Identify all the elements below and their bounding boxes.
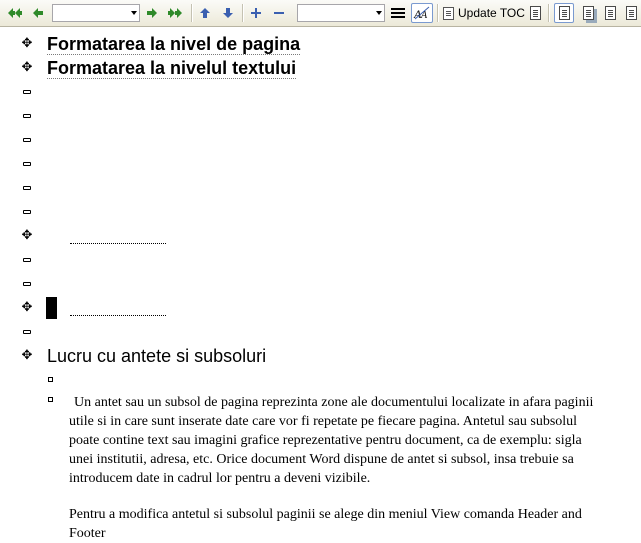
create-subdocument-button[interactable] — [601, 3, 619, 23]
heading-antete-subsoluri[interactable] — [47, 345, 266, 367]
plus-icon — [251, 8, 261, 18]
body-paragraph[interactable]: Un antet sau un subsol de pagina reprezinta zone ale documentului localizate in afara paginii utile si in care sunt inserate date care vor fi repetate pe fiecare pagina. Antetul sau subsolul poate contine text sau imagini grafice reprezentative pentru document, ca de exemplu: sigla unei institutii, adresa, etc. Orice document Word dispune de antet si subsol, insa trebuie sa introducem date in cadrul lor pentru a deveni vizibile. — [69, 395, 594, 486]
expand-button[interactable] — [246, 3, 266, 23]
collapse-button[interactable] — [269, 3, 289, 23]
outline-document-area[interactable] — [0, 27, 641, 541]
arrow-down-icon — [223, 7, 233, 19]
demote-button[interactable] — [142, 3, 162, 23]
expand-symbol-icon[interactable]: ✥ — [21, 60, 33, 75]
expand-symbol-icon[interactable]: ✥ — [21, 300, 33, 315]
outline-level-select[interactable] — [52, 4, 140, 22]
arrow-up-icon — [200, 7, 210, 19]
empty-heading-minus-icon[interactable] — [23, 186, 31, 190]
insert-subdocument-icon — [626, 6, 637, 20]
empty-heading-minus-icon[interactable] — [23, 90, 31, 94]
show-first-line-only-button[interactable] — [388, 3, 408, 23]
empty-heading-minus-icon[interactable] — [23, 138, 31, 142]
master-document-view-button[interactable] — [554, 3, 574, 23]
chevron-down-icon — [131, 11, 137, 15]
create-subdocument-icon — [605, 6, 616, 20]
collapsed-content-indicator — [70, 243, 166, 244]
outlining-toolbar — [0, 0, 641, 27]
heading-text: Lucru cu antete si subsoluri — [47, 346, 267, 366]
collapse-subdocuments-button[interactable] — [578, 3, 598, 23]
empty-heading-minus-icon[interactable] — [23, 258, 31, 262]
toolbar-separator — [437, 4, 439, 22]
toolbar-separator — [191, 4, 193, 22]
toolbar-separator — [548, 4, 550, 22]
text-cursor — [46, 297, 57, 319]
heading-text: Formatarea la nivelul textului — [47, 58, 297, 78]
arrow-right-icon — [146, 7, 158, 19]
promote-to-heading1-button[interactable] — [4, 3, 24, 23]
move-up-button[interactable] — [195, 3, 215, 23]
go-to-toc-button[interactable] — [526, 3, 544, 23]
chevron-down-icon — [376, 11, 382, 15]
show-level-select[interactable] — [297, 4, 385, 22]
show-formatting-button[interactable] — [411, 3, 433, 23]
move-down-button[interactable] — [218, 3, 238, 23]
lines-icon — [391, 8, 405, 18]
empty-heading-minus-icon[interactable] — [23, 210, 31, 214]
update-toc-label: Update TOC — [458, 6, 525, 20]
toc-page-icon — [530, 6, 541, 20]
body-text-bullet-icon[interactable] — [48, 377, 53, 382]
minus-icon — [274, 8, 284, 18]
empty-heading-minus-icon[interactable] — [23, 114, 31, 118]
double-arrow-left-icon — [6, 7, 22, 19]
heading-formatare-pagina[interactable] — [47, 33, 300, 55]
expand-symbol-icon[interactable]: ✥ — [21, 36, 33, 51]
master-document-icon — [559, 6, 570, 20]
body-text-bullet-icon[interactable] — [48, 397, 53, 402]
toolbar-separator — [242, 4, 244, 22]
update-toc-button[interactable] — [443, 3, 525, 23]
insert-subdocument-button[interactable] — [622, 3, 640, 23]
partial-line-text: Pentru a modifica antetul si subsolul paginii se alege din meniul View comanda Header and Footer — [69, 507, 582, 541]
expand-symbol-icon[interactable]: ✥ — [21, 348, 33, 363]
svg-text:A: A — [421, 10, 428, 21]
demote-to-body-button[interactable] — [165, 3, 187, 23]
collapsed-content-indicator — [70, 315, 166, 316]
double-arrow-right-icon — [168, 7, 184, 19]
empty-heading-minus-icon[interactable] — [23, 282, 31, 286]
promote-button[interactable] — [28, 3, 48, 23]
subdocuments-icon — [583, 6, 594, 20]
arrow-left-icon — [32, 7, 44, 19]
format-aa-icon — [414, 6, 430, 20]
expand-symbol-icon[interactable]: ✥ — [21, 228, 33, 243]
empty-heading-minus-icon[interactable] — [23, 162, 31, 166]
heading-formatare-text[interactable] — [47, 57, 296, 79]
svg-text:A: A — [414, 7, 422, 21]
body-paragraph-partial[interactable] — [69, 505, 609, 541]
heading-text: Formatarea la nivel de pagina — [47, 34, 301, 54]
empty-heading-minus-icon[interactable] — [23, 330, 31, 334]
document-icon — [443, 7, 454, 20]
